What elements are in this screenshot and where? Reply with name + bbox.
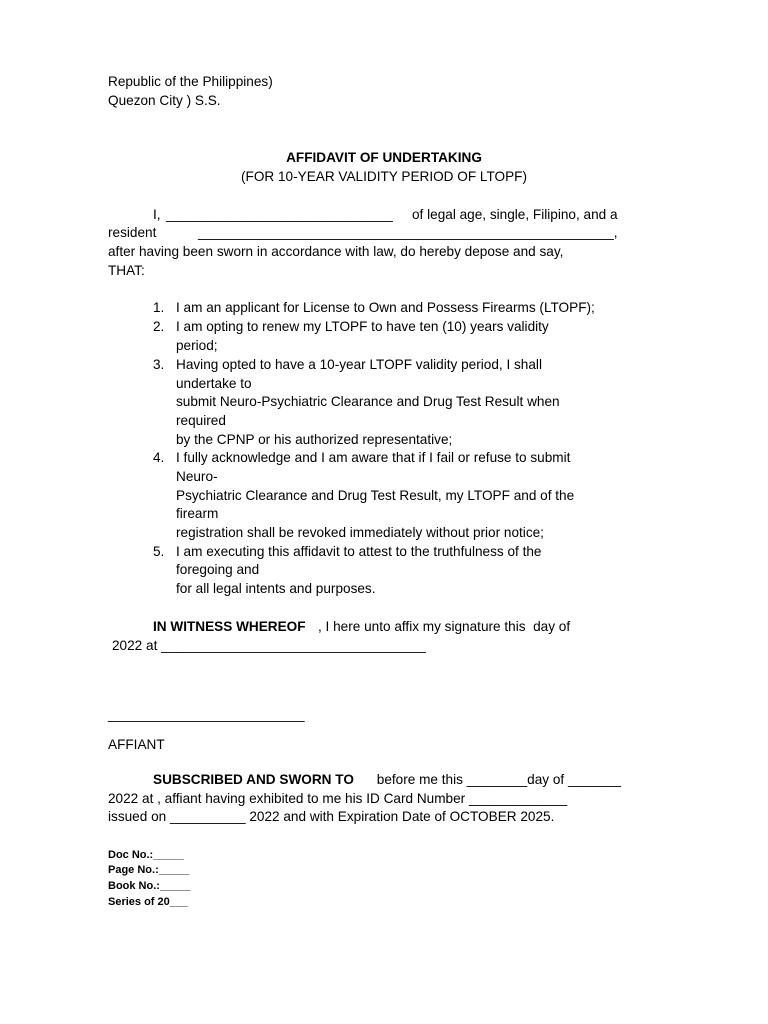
item-2-line-2: period; [176, 338, 218, 353]
item-5-line-3: for all legal intents and purposes. [176, 581, 376, 596]
affiant-label: AFFIANT [108, 737, 165, 752]
item-4-line-3: Psychiatric Clearance and Drug Test Result, my LTOPF and of the [176, 488, 575, 503]
item-number: 3. [153, 357, 165, 372]
witness-line-1: , I here unto affix my signature this day of [318, 619, 571, 634]
witness-line-2: 2022 at ___________________________________ [112, 638, 426, 653]
name-blank: ______________________________ [166, 207, 393, 222]
item-4-line-5: registration shall be revoked immediately without prior notice; [176, 525, 544, 540]
item-3-line-3: submit Neuro-Psychiatric Clearance and Drug Test Result when [176, 394, 560, 409]
page-number: Page No.:_____ [108, 864, 190, 876]
item-5-line-1: I am executing this affidavit to attest to the truthfulness of the [176, 544, 542, 559]
intro-line-4: THAT: [108, 263, 145, 278]
item-3-line-5: by the CPNP or his authorized representative; [176, 432, 453, 447]
document-subtitle: (FOR 10-YEAR VALIDITY PERIOD OF LTOPF) [240, 169, 528, 184]
item-2-line-1: I am opting to renew my LTOPF to have ten (10) years validity [176, 319, 549, 334]
item-4-line-1: I fully acknowledge and I am aware that if I fail or refuse to submit [176, 450, 571, 465]
subscribed-line-2: 2022 at , affiant having exhibited to me his ID Card Number _____________ [108, 791, 568, 806]
item-3-line-2: undertake to [176, 376, 252, 391]
book-number: Book No.:_____ [108, 880, 191, 892]
item-3-line-4: required [176, 413, 226, 428]
item-number: 4. [153, 450, 165, 465]
witness-heading: IN WITNESS WHEREOF [153, 619, 306, 634]
item-4-line-2: Neuro- [176, 469, 218, 484]
item-number: 2. [153, 319, 165, 334]
item-5-line-2: foregoing and [176, 562, 260, 577]
item-number: 5. [153, 544, 165, 559]
resident-label: resident [108, 225, 157, 240]
document-title: AFFIDAVIT OF UNDERTAKING [286, 150, 482, 165]
subscribed-line-3: issued on __________ 2022 and with Expiration Date of OCTOBER 2025. [108, 809, 555, 824]
subscribed-line-1: before me this ________day of _______ [373, 772, 621, 787]
intro-i: I, [153, 207, 161, 222]
header-line-1: Republic of the Philippines) [108, 74, 273, 89]
intro-line-1-rest: of legal age, single, Filipino, and a [412, 207, 618, 222]
series-number: Series of 20___ [108, 896, 189, 908]
item-number: 1. [153, 300, 165, 315]
item-3-line-1: Having opted to have a 10-year LTOPF validity period, I shall [176, 357, 542, 372]
residence-blank: _______________________________________________________, [198, 225, 618, 240]
header-line-2: Quezon City ) S.S. [108, 93, 221, 108]
item-1-line-1: I am an applicant for License to Own and Possess Firearms (LTOPF); [176, 300, 595, 315]
item-4-line-4: firearm [176, 506, 219, 521]
intro-line-3: after having been sworn in accordance with law, do hereby depose and say, [108, 244, 564, 259]
subscribed-heading: SUBSCRIBED AND SWORN TO [153, 772, 354, 787]
signature-line: __________________________ [108, 707, 305, 722]
doc-number: Doc No.:_____ [108, 849, 184, 861]
